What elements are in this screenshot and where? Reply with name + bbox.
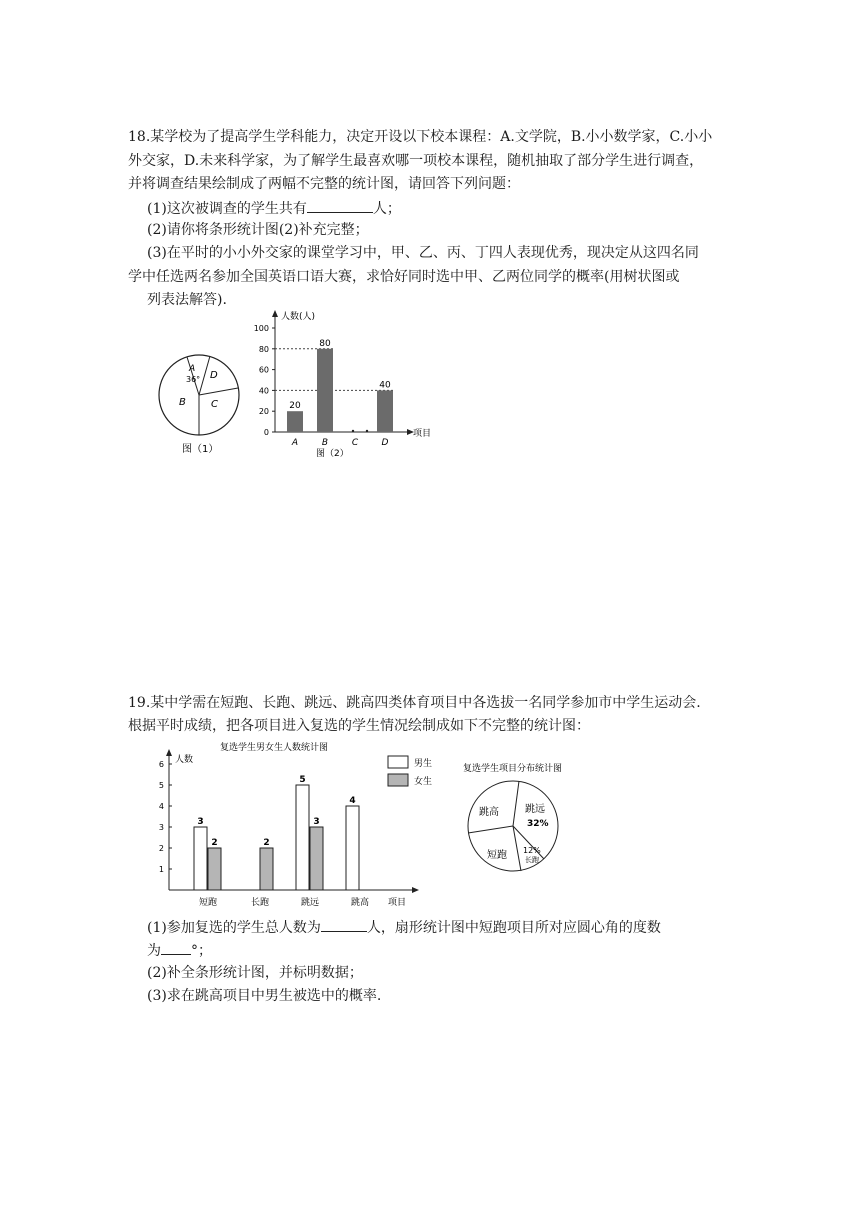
bar-female — [260, 848, 273, 890]
q19-sub1-line-2 — [147, 940, 212, 960]
y-tick-label: 40 — [258, 386, 269, 396]
pie-pct-changpao: 12% — [523, 846, 541, 855]
bar-data-label: 80 — [319, 338, 331, 349]
x-tick-label: D — [381, 438, 389, 448]
bar-data-label: 2 — [211, 838, 218, 848]
q19-sub1-line2-pre: 为 — [147, 943, 161, 959]
legend-label-male: 男生 — [414, 759, 433, 769]
fig1-sector-d: D — [210, 370, 218, 381]
q18-sub3-line-3: 列表法解答). — [147, 292, 227, 308]
q19-sub1-mid: 人，扇形统计图中短跑项目所对应圆心角的度数 — [366, 920, 661, 936]
dot-marker — [352, 430, 354, 432]
legend-swatch-female — [388, 774, 408, 786]
y-tick-label: 6 — [158, 760, 164, 769]
y-axis-arrow — [166, 749, 172, 756]
legend — [388, 756, 432, 787]
answer-blank[interactable] — [161, 940, 191, 955]
fig1-pie — [155, 350, 255, 462]
y-tick-label: 0 — [263, 428, 269, 437]
q19-sub1-line2-post: °； — [191, 943, 212, 959]
y-tick-label: 1 — [158, 865, 164, 874]
bar-data-label: 4 — [349, 796, 356, 806]
bar — [287, 411, 303, 432]
q18-sub1-post: 人； — [372, 201, 401, 217]
legend-swatch-male — [388, 756, 408, 768]
q18-sub1-pre: (1)这次被调查的学生共有 — [147, 201, 307, 217]
q19-sub2: (2)补全条形统计图，并标明数据； — [147, 965, 363, 981]
x-tick-label: 短跑 — [198, 898, 218, 908]
pie-pct-tiaoyuan: 32% — [527, 819, 549, 829]
fig2-caption: 图（2） — [316, 449, 349, 459]
bar-data-label: 3 — [313, 817, 320, 827]
q19-line-2: 根据平时成绩，把各项目进入复选的学生情况绘制成如下不完整的统计图： — [128, 718, 590, 734]
bar-data-label: 3 — [197, 817, 204, 827]
bar-female — [208, 848, 221, 890]
y-axis-label: 人数(人) — [281, 312, 316, 322]
bar-data-label: 40 — [379, 380, 391, 391]
x-tick-label: C — [351, 438, 359, 448]
y-tick-label: 60 — [258, 365, 269, 375]
q18-sub3-line-1: (3)在平时的小小外交家的课堂学习中，甲、乙、丙、丁四人表现优秀，现决定从这四名同 — [147, 245, 699, 261]
fig2-bar-chart — [250, 308, 440, 463]
x-tick-label: 长跑 — [250, 898, 270, 908]
q18-line-1: 18.某学校为了提高学生学科能力，决定开设以下校本课程：A.文学院，B.小小数学家，C.小小 — [128, 129, 713, 145]
pie-label-tiaoyuan: 跳远 — [525, 804, 545, 815]
y-axis-label: 人数 — [175, 755, 194, 765]
y-tick-label: 4 — [158, 802, 164, 811]
y-tick-label: 100 — [253, 324, 269, 333]
bar-data-label: 5 — [299, 775, 306, 785]
pie-label-tiaogao: 跳高 — [479, 807, 499, 818]
x-tick-label: 跳远 — [300, 898, 320, 908]
q19-sub1-pre: (1)参加复选的学生总人数为 — [147, 920, 321, 936]
q19-line-1: 19.某中学需在短跑、长跑、跳远、跳高四类体育项目中各选拔一名同学参加市中学生运动会. — [128, 695, 701, 711]
q18-line-2: 外交家，D.未来科学家，为了解学生最喜欢哪一项校本课程，随机抽取了部分学生进行调查， — [128, 153, 704, 169]
pie-label-duanpao: 短跑 — [487, 850, 507, 861]
project-pie-chart — [455, 755, 595, 885]
pie-title: 复选学生项目分布统计图 — [463, 764, 563, 774]
answer-blank[interactable] — [321, 917, 367, 932]
q19-sub1 — [147, 917, 661, 937]
q18-sub1 — [147, 198, 401, 218]
y-tick-label: 80 — [258, 344, 269, 354]
q18-sub3-line-2: 学中任选两名参加全国英语口语大赛，求恰好同时选中甲、乙两位同学的概率(用树状图或 — [128, 269, 680, 285]
y-tick-label: 2 — [158, 844, 164, 853]
fig1-sector-a: A — [189, 364, 196, 374]
x-tick-label: A — [291, 438, 299, 448]
q18-sub2: (2)请你将条形统计图(2)补充完整； — [147, 222, 369, 238]
fig1-angle-label: 36° — [186, 375, 201, 384]
q18-line-3: 并将调查结果绘制成了两幅不完整的统计图，请回答下列问题： — [128, 176, 520, 192]
pie-label-changpao: 长跑 — [525, 856, 539, 864]
bar-data-label: 2 — [263, 838, 270, 848]
bar-data-label: 20 — [289, 401, 301, 412]
chart-title: 复选学生男女生人数统计图 — [220, 743, 329, 753]
x-tick-label: B — [321, 438, 329, 448]
x-axis-label: 项目 — [413, 429, 432, 439]
bar-male — [296, 785, 309, 890]
bar-male — [346, 806, 359, 890]
legend-label-female: 女生 — [414, 777, 433, 787]
bar-male — [194, 827, 207, 890]
dot-marker — [366, 430, 368, 432]
fig1-sector-c: C — [211, 399, 218, 410]
bar — [377, 390, 393, 432]
q19-sub3: (3)求在跳高项目中男生被选中的概率. — [147, 988, 382, 1004]
gender-bar-chart — [150, 735, 450, 910]
y-axis-arrow — [272, 310, 278, 317]
fig1-caption: 图（1） — [182, 444, 219, 455]
answer-blank[interactable] — [307, 198, 373, 213]
y-tick-label: 3 — [158, 823, 164, 832]
y-tick-label: 20 — [258, 407, 269, 417]
bar — [317, 349, 333, 432]
fig1-sector-b: B — [179, 397, 186, 408]
x-axis-label: 项目 — [388, 898, 407, 908]
x-axis-arrow — [412, 887, 419, 893]
bar-female — [310, 827, 323, 890]
y-tick-label: 5 — [158, 781, 164, 790]
x-tick-label: 跳高 — [350, 898, 370, 908]
